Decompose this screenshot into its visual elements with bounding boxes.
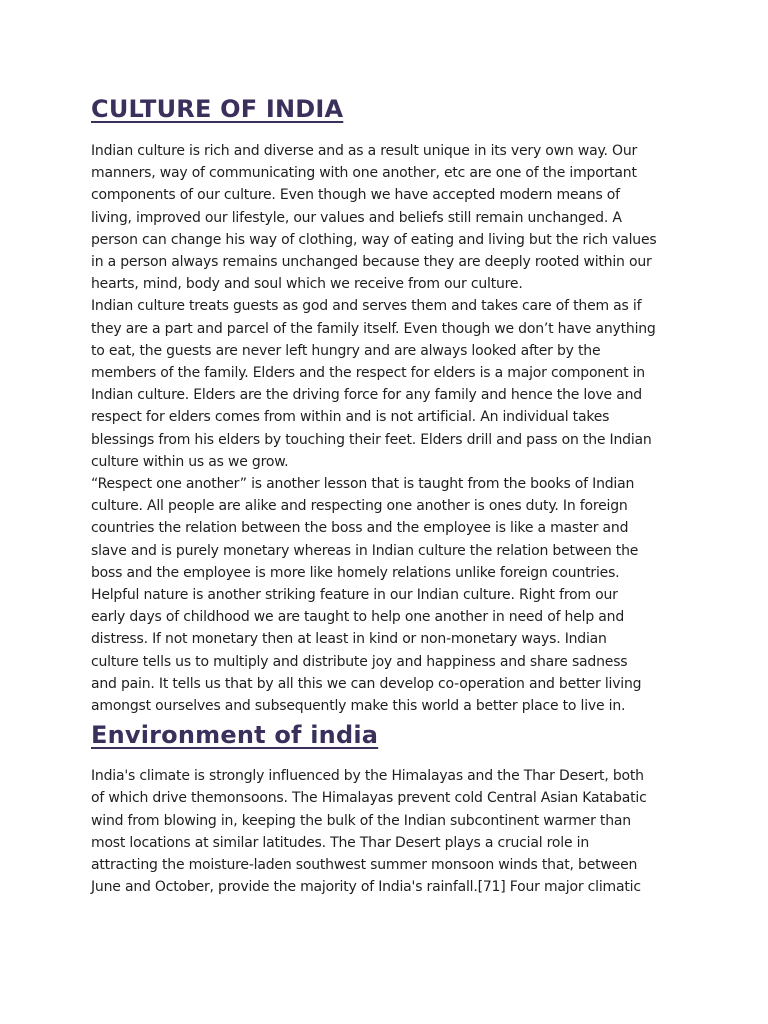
body-line: person can change his way of clothing, way of eating and living but the rich values (91, 231, 657, 248)
body-line: and pain. It tells us that by all this we can develop co-operation and better living (91, 675, 642, 692)
body-line: countries the relation between the boss and the employee is like a master and (91, 520, 629, 537)
body-line: members of the family. Elders and the respect for elders is a major component in (91, 365, 645, 382)
body-line: in a person always remains unchanged because they are deeply rooted within our (91, 254, 652, 271)
page-title: CULTURE OF INDIA (91, 95, 344, 123)
body-line: hearts, mind, body and soul which we receive from our culture. (91, 276, 523, 293)
environment-section-body (91, 765, 691, 898)
body-line: “Respect one another” is another lesson that is taught from the books of Indian (91, 476, 635, 493)
body-line: June and October, provide the majority of India's rainfall.[71] Four major climatic (91, 879, 641, 896)
body-line: amongst ourselves and subsequently make this world a better place to live in. (91, 698, 626, 715)
body-line: living, improved our lifestyle, our values and beliefs still remain unchanged. A (91, 209, 622, 226)
body-line: culture within us as we grow. (91, 453, 289, 470)
body-line: most locations at similar latitudes. The Thar Desert plays a crucial role in (91, 834, 590, 851)
body-line: wind from blowing in, keeping the bulk of the Indian subcontinent warmer than (91, 812, 631, 829)
body-line: Indian culture treats guests as god and serves them and takes care of them as if (91, 298, 642, 315)
body-line: attracting the moisture-laden southwest summer monsoon winds that, between (91, 857, 638, 874)
body-line: boss and the employee is more like homely relations unlike foreign countries. (91, 564, 620, 581)
section-heading: Environment of india (91, 721, 379, 750)
body-line: they are a part and parcel of the family itself. Even though we don’t have anything (91, 320, 656, 337)
body-line: manners, way of communicating with one another, etc are one of the important (91, 165, 637, 182)
body-line: respect for elders comes from within and is not artificial. An individual takes (91, 409, 610, 426)
body-line: to eat, the guests are never left hungry and are always looked after by the (91, 342, 601, 359)
body-line: culture. All people are alike and respecting one another is ones duty. In foreign (91, 498, 628, 515)
body-line: culture tells us to multiply and distribute joy and happiness and share sadness (91, 653, 628, 670)
body-line: Indian culture. Elders are the driving force for any family and hence the love and (91, 387, 642, 404)
document-page (91, 92, 691, 899)
body-line: of which drive themonsoons. The Himalayas prevent cold Central Asian Katabatic (91, 790, 647, 807)
body-line: blessings from his elders by touching their feet. Elders drill and pass on the Indian (91, 431, 652, 448)
body-line: Helpful nature is another striking feature in our Indian culture. Right from our (91, 587, 618, 604)
body-line: Indian culture is rich and diverse and as a result unique in its very own way. Our (91, 143, 638, 159)
culture-section-body (91, 140, 691, 717)
body-line: early days of childhood we are taught to help one another in need of help and (91, 609, 624, 626)
body-line: slave and is purely monetary whereas in Indian culture the relation between the (91, 542, 639, 559)
body-line: distress. If not monetary then at least in kind or non-monetary ways. Indian (91, 631, 607, 648)
body-line: components of our culture. Even though we have accepted modern means of (91, 187, 620, 204)
body-line: India's climate is strongly influenced by the Himalayas and the Thar Desert, both (91, 768, 644, 785)
